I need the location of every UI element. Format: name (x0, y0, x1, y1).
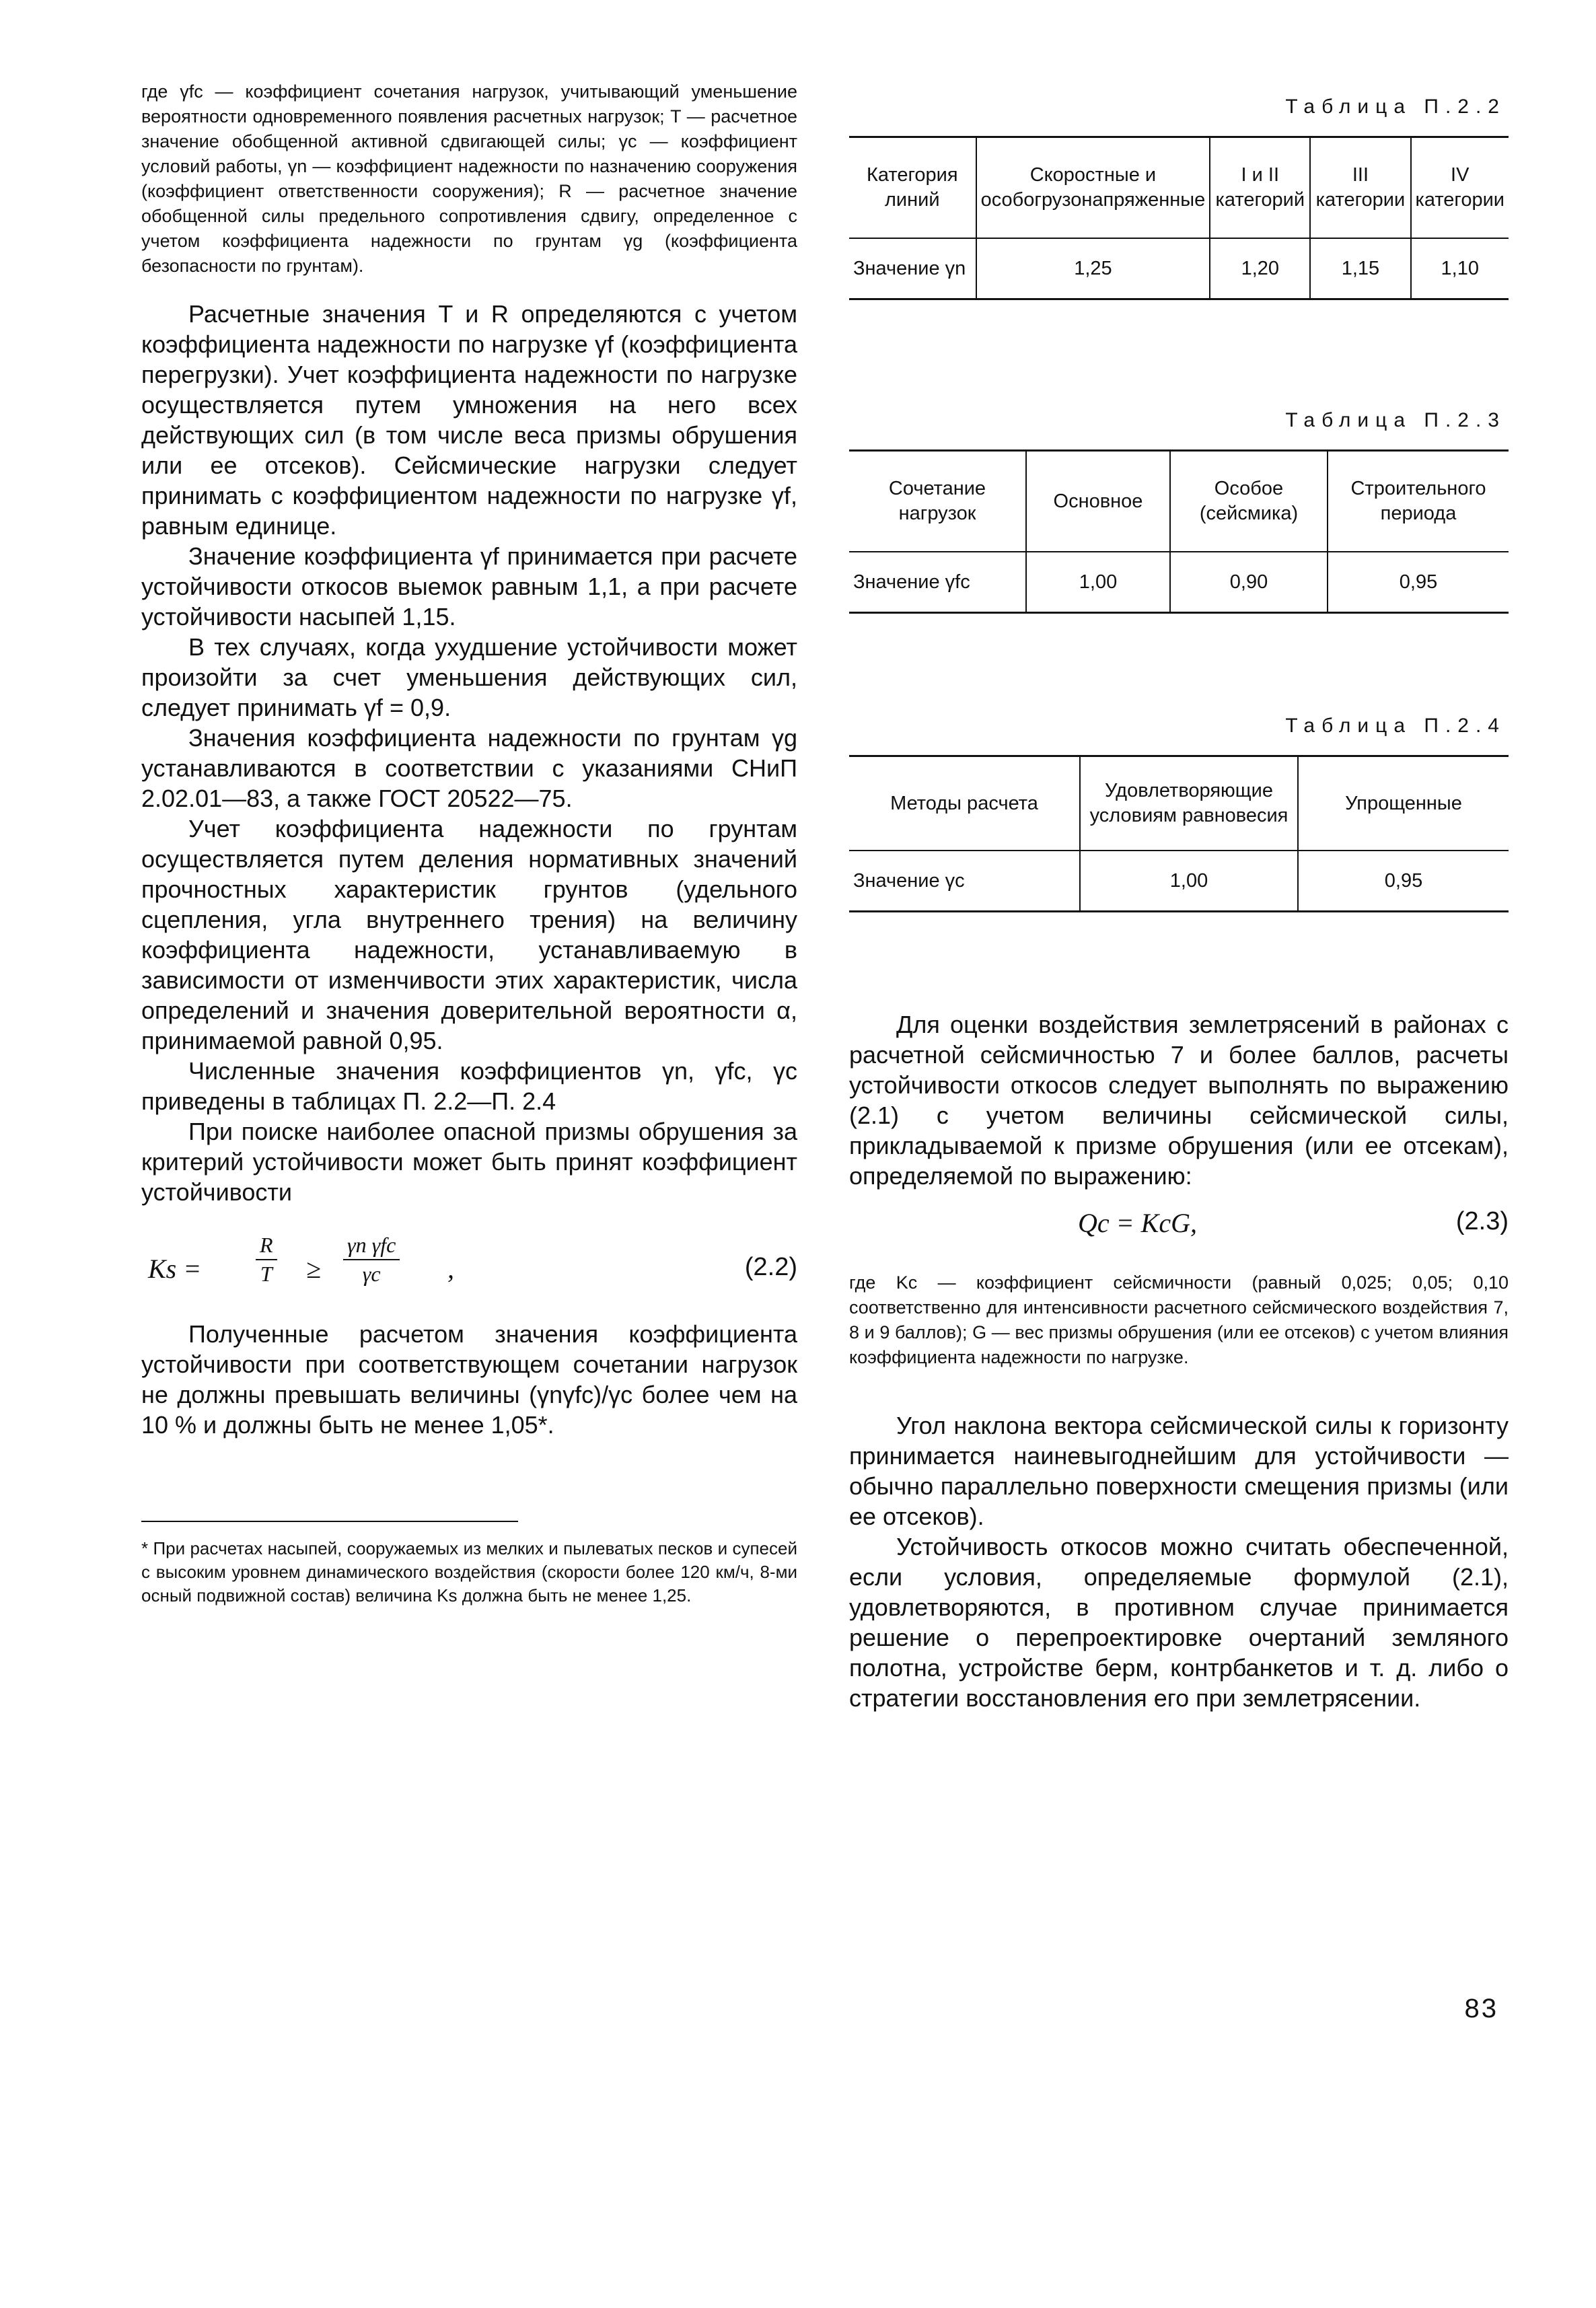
table-caption: Таблица П.2.3 (1285, 409, 1506, 431)
table-cell: 0,95 (1328, 552, 1509, 613)
table-caption: Таблица П.2.4 (1285, 715, 1506, 737)
table-p-2-3 (849, 409, 1509, 614)
fraction-denominator: γc (362, 1262, 381, 1286)
paragraph: Устойчивость откосов можно считать обеспеченной, если условия, определяемые формулой (2.1), удовлетворяются, в противном случае принимается решение о перепроектировке очертаний земляного полотна, устройстве берм, контрбанкетов и т. д. либо о стратегии восстановления его при землетрясении. (849, 1533, 1509, 1712)
paragraph: Значения коэффициента надежности по грунтам γg устанавливаются в соответствии с указаниями СНиП 2.02.01—83, а также ГОСТ 20522—75. (141, 724, 797, 812)
fraction-denominator: T (260, 1262, 273, 1286)
equation-number: (2.2) (744, 1253, 797, 1281)
table-header-cell: Упрощенные (1298, 756, 1509, 851)
table-header-cell: Скоростные и особогрузонапряженные (976, 137, 1210, 239)
table-header-cell: Категория линий (849, 137, 976, 239)
table-header-row (849, 137, 1509, 239)
table-p-2-4 (849, 715, 1509, 912)
table-cell: 1,25 (976, 238, 1210, 299)
paragraph: Полученные расчетом значения коэффициента устойчивости при соответствующем сочетании нагрузок не должны превышать величины (γnγfc)/γc более чем на 10 % и должны быть не менее 1,05*. (141, 1320, 797, 1439)
paragraph: Значение коэффициента γf принимается при расчете устойчивости откосов выемок равным 1,1, а при расчете устойчивости насыпей 1,15. (141, 542, 797, 630)
table-header-cell: Строительного периода (1328, 451, 1509, 552)
table-row-label: Значение γc (849, 851, 1080, 912)
table-row-label: Значение γn (849, 238, 976, 299)
table-row (849, 552, 1509, 613)
table-cell: 1,15 (1310, 238, 1410, 299)
data-table (849, 136, 1509, 300)
fraction-numerator: R (256, 1233, 277, 1260)
table-header-cell: Особое (сейсмика) (1170, 451, 1328, 552)
formula-2-3 (849, 1200, 1509, 1248)
table-cell: 1,20 (1210, 238, 1310, 299)
footnote-divider (141, 1521, 518, 1522)
formula-lhs: Ks = (148, 1254, 202, 1284)
table-cell: 0,90 (1170, 552, 1328, 613)
table-header-cell: Методы расчета (849, 756, 1080, 851)
definitions: где Kc — коэффициент сейсмичности (равный 0,025; 0,05; 0,10 соответственно для интенсивности расчетного сейсмического воздействия 7, 8 и 9 баллов); G — вес призмы обрушения (или ее отсеков) с учетом влияния коэффициента надежности по нагрузке. (849, 1272, 1509, 1367)
paragraph: Учет коэффициента надежности по грунтам осуществляется путем деления нормативных значений прочностных характеристик грунтов (удельного сцепления, угла внутреннего трения) на величину коэффициента надежности, устанавливаемую в зависимости от изменчивости этих характеристик, числа определений и значения доверительной вероятности α, принимаемой равной 0,95. (141, 815, 797, 1054)
table-header-cell: Удовлетворяющие условиям равновесия (1080, 756, 1298, 851)
table-cell: 1,00 (1026, 552, 1170, 613)
formula-fraction-rt (256, 1233, 277, 1287)
formula-expression: Qc = KcG, (1078, 1208, 1197, 1238)
right-text-block (849, 1009, 1509, 1713)
table-header-cell: I и II категорий (1210, 137, 1310, 239)
page-number: 83 (1464, 1994, 1498, 2023)
left-column (141, 79, 797, 1608)
table-caption: Таблица П.2.2 (1285, 96, 1506, 118)
table-row (849, 238, 1509, 299)
table-row-label: Значение γfc (849, 552, 1026, 613)
data-table (849, 755, 1509, 912)
formula-2-2 (141, 1226, 797, 1313)
paragraph: Угол наклона вектора сейсмической силы к горизонту принимается наиневыгоднейшим для устойчивости — обычно параллельно поверхности смещения призмы (или ее отсеков). (849, 1412, 1509, 1530)
formula-operator: ≥ (306, 1254, 321, 1284)
table-p-2-2 (849, 96, 1509, 300)
paragraph: При поиске наиболее опасной призмы обрушения за критерий устойчивости может быть принят коэффициент устойчивости (141, 1118, 797, 1206)
data-table (849, 449, 1509, 614)
fraction-numerator: γn γfc (343, 1233, 400, 1260)
paragraph: Расчетные значения T и R определяются с учетом коэффициента надежности по нагрузке γf (коэффициента перегрузки). Учет коэффициента надежности по нагрузке осуществляется путем умножения на него всех действующих сил (в том числе веса призмы обрушения или ее отсеков). Сейсмические нагрузки следует принимать с коэффициентом надежности по нагрузке γf, равным единице. (141, 300, 797, 540)
table-header-cell: Основное (1026, 451, 1170, 552)
paragraph: В тех случаях, когда ухудшение устойчивости может произойти за счет уменьшения действующих сил, следует принимать γf = 0,9. (141, 633, 797, 721)
table-header-cell: Сочетание нагрузок (849, 451, 1026, 552)
equation-number: (2.3) (1455, 1207, 1509, 1235)
table-header-cell: IV категории (1411, 137, 1509, 239)
formula-fraction-gamma (343, 1233, 400, 1287)
table-row (849, 851, 1509, 912)
paragraph: Для оценки воздействия землетрясений в районах с расчетной сейсмичностью 7 и более баллов, расчеты устойчивости откосов следует выполнять по выражению (2.1) с учетом величины сейсмической силы, прикладываемой к призме обрушения (или ее отсекам), определяемой по выражению: (849, 1011, 1509, 1190)
table-header-row (849, 451, 1509, 552)
table-header-cell: III категории (1310, 137, 1410, 239)
table-cell: 1,10 (1411, 238, 1509, 299)
table-cell: 0,95 (1298, 851, 1509, 912)
table-header-row (849, 756, 1509, 851)
paragraph: Численные значения коэффициентов γn, γfc, γc приведены в таблицах П. 2.2—П. 2.4 (141, 1057, 797, 1115)
table-cell: 1,00 (1080, 851, 1298, 912)
formula-tail: , (447, 1254, 454, 1284)
footnote: * При расчетах насыпей, сооружаемых из мелких и пылеватых песков и супесей с высоким уровнем динамического воздействия (скорости более 120 км/ч, 8-ми осный подвижной состав) величина Ks должна быть не менее 1,25. (141, 1538, 797, 1606)
intro-definitions: где γfc — коэффициент сочетания нагрузок, учитывающий уменьшение вероятности одновременного появления расчетных нагрузок; T — расчетное значение обобщенной активной сдвигающей силы; γc — коэффициент условий работы, γn — коэффициент надежности по назначению сооружения (коэффициент ответственности сооружения); R — расчетное значение обобщенной силы предельного сопротивления сдвигу, определенное с учетом коэффициента надежности по грунтам γg (коэффициента безопасности по грунтам). (141, 81, 797, 276)
